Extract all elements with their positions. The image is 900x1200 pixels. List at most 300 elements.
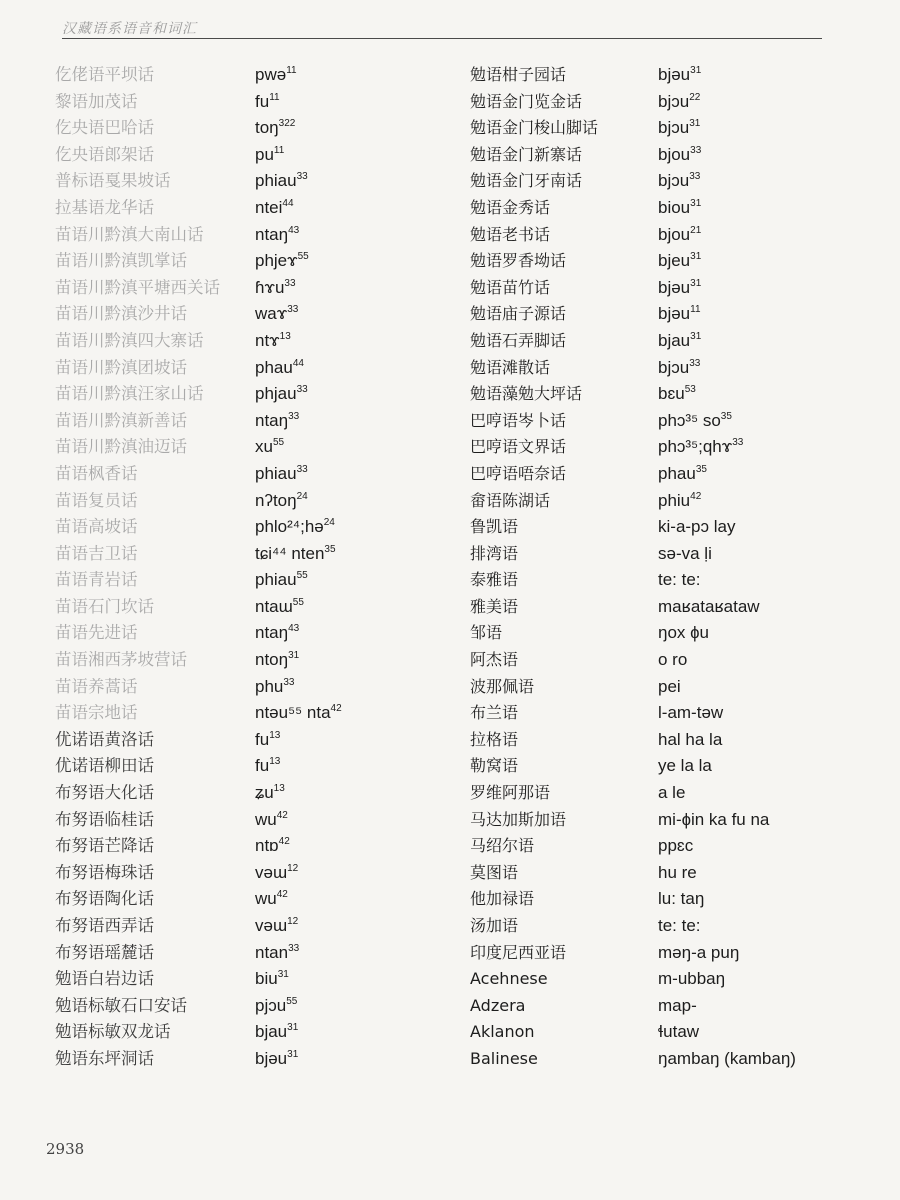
form-text: bjəu	[658, 65, 691, 84]
entry-row	[470, 1046, 870, 1073]
language-name: 苗语川黔滇团坡话	[55, 357, 187, 377]
entry-row	[55, 195, 455, 222]
entry-row	[470, 807, 870, 834]
entry-row	[470, 886, 870, 913]
form-text: ntɒ	[255, 836, 279, 856]
language-name: 布努语西弄话	[55, 916, 154, 935]
entry-row	[55, 727, 455, 754]
word-form	[255, 833, 290, 859]
form-text: ntoŋ	[255, 650, 289, 670]
entry-row	[470, 620, 870, 647]
language-name: 马达加斯加语	[470, 809, 567, 829]
language-name: 勉语东坪洞话	[55, 1048, 154, 1068]
entry-row	[55, 142, 455, 169]
tone-number: 42	[276, 809, 288, 821]
language-name: 布努语大化话	[55, 783, 154, 803]
entry-row	[470, 301, 870, 328]
entry-row	[55, 275, 455, 302]
tone-number: 13	[279, 330, 291, 342]
form-text: wu	[255, 809, 277, 829]
entry-row	[470, 89, 870, 116]
entry-row	[55, 541, 455, 568]
word-form	[255, 142, 284, 168]
form-text: map-	[658, 995, 697, 1015]
language-name: 勉语金门牙南话	[470, 171, 583, 191]
tone-number: 44	[292, 357, 304, 369]
word-form	[255, 807, 288, 833]
language-name: 苗语川黔滇沙井话	[55, 304, 187, 324]
entry-row	[470, 541, 870, 568]
form-text: phau	[658, 463, 696, 483]
form-text: ki-a-pɔ lay	[658, 517, 736, 537]
language-name: 汤加语	[470, 916, 519, 935]
form-text: l-am-təw	[658, 703, 724, 723]
entry-row	[470, 860, 870, 887]
right-column	[470, 62, 870, 1073]
word-form	[255, 408, 299, 434]
language-name: 布努语临桂话	[55, 809, 154, 829]
form-text: bjɔu	[658, 91, 690, 111]
entry-row	[470, 674, 870, 701]
form-text: ŋambaŋ (kambaŋ)	[658, 1048, 796, 1068]
tone-number: 21	[690, 224, 702, 236]
tone-number: 322	[278, 118, 296, 130]
tone-number: 31	[690, 330, 702, 342]
word-form	[658, 275, 701, 301]
word-form	[255, 115, 295, 141]
word-form	[255, 913, 298, 939]
entry-row	[55, 248, 455, 275]
language-name: 苗语先进话	[55, 623, 138, 643]
language-name: 苗语吉卫话	[55, 543, 138, 563]
entry-row	[55, 647, 455, 674]
word-form	[658, 886, 704, 912]
form-text: sə-va ḷi	[658, 543, 712, 563]
language-name: 勉语标敏双龙话	[55, 1022, 171, 1042]
language-name: 普标语戛果坡话	[55, 171, 171, 191]
entry-row	[55, 461, 455, 488]
word-form	[658, 674, 681, 700]
word-form	[658, 594, 760, 620]
tone-number: 33	[287, 304, 299, 316]
language-name: 勉语老书话	[470, 224, 551, 244]
entry-row	[55, 966, 455, 993]
form-text: bjau	[255, 1022, 288, 1042]
form-text: pjɔu	[255, 995, 287, 1015]
language-name: 勉语金门梭山脚话	[470, 118, 599, 138]
entry-row	[55, 1019, 455, 1046]
tone-number: 33	[288, 410, 300, 422]
form-text: wu	[255, 889, 277, 909]
form-text: phau	[255, 357, 293, 377]
form-text: ye la la	[658, 756, 712, 776]
language-name: 苗语养蒿话	[55, 676, 138, 696]
entry-row	[55, 674, 455, 701]
word-form	[658, 142, 701, 168]
entry-row	[470, 275, 870, 302]
entry-row	[55, 355, 455, 382]
word-form	[255, 940, 299, 966]
word-form	[658, 647, 687, 673]
form-text: m-ubbaŋ	[658, 969, 726, 989]
tone-number: 31	[689, 118, 701, 130]
word-form	[658, 514, 735, 540]
language-name: 罗维阿那语	[470, 783, 551, 803]
language-name: 苗语川黔滇汪家山话	[55, 384, 204, 404]
tone-number: 24	[323, 517, 335, 529]
language-name: 布努语陶化话	[55, 889, 154, 909]
entry-row	[55, 700, 455, 727]
tone-number: 13	[273, 783, 285, 795]
language-name: 苗语枫香话	[55, 463, 138, 483]
word-form	[255, 541, 336, 567]
language-name: 雅美语	[470, 596, 519, 616]
form-text: phiu	[658, 490, 691, 510]
tone-number: 31	[690, 65, 702, 76]
word-form	[255, 461, 308, 487]
language-name: 苗语湘西茅坡营话	[55, 650, 187, 670]
entry-row	[470, 594, 870, 621]
language-name: 勉语标敏石口安话	[55, 995, 187, 1015]
word-form	[658, 1046, 796, 1072]
language-name: 勉语金秀话	[470, 197, 551, 217]
word-form	[255, 727, 280, 753]
language-name: 勉语金门览金话	[470, 91, 583, 111]
word-form	[658, 301, 701, 327]
form-text: phiau	[255, 171, 297, 191]
language-name: 苗语川黔滇油迈话	[55, 437, 187, 457]
form-text: vəɯ	[255, 916, 288, 935]
tone-number: 31	[690, 197, 702, 209]
tone-number: 33	[689, 171, 701, 183]
language-name: 他加禄语	[470, 889, 535, 909]
tone-number: 11	[273, 144, 285, 156]
word-form	[658, 434, 743, 460]
form-text: hal ha la	[658, 729, 723, 749]
form-text: ŋox ɸu	[658, 623, 709, 643]
entry-row	[470, 408, 870, 435]
form-text: ntaŋ	[255, 410, 289, 430]
entry-row	[55, 940, 455, 967]
language-name: 布努语梅珠话	[55, 862, 154, 882]
tone-number: 33	[732, 437, 744, 449]
tone-number: 22	[689, 91, 701, 103]
language-name: 鲁凯语	[470, 517, 519, 537]
tone-number: 42	[690, 490, 702, 502]
word-form	[255, 1046, 298, 1072]
form-text: məŋ-a puŋ	[658, 942, 740, 962]
word-form	[658, 328, 701, 354]
entry-row	[55, 488, 455, 515]
tone-number: 13	[269, 729, 281, 741]
language-name: 仡佬语平坝话	[55, 65, 154, 84]
word-form	[658, 62, 701, 88]
tone-number: 33	[296, 463, 308, 475]
entry-row	[470, 434, 870, 461]
tone-number: 33	[288, 942, 300, 954]
tone-number: 31	[690, 277, 702, 289]
tone-number: 31	[277, 969, 289, 981]
tone-number: 55	[272, 437, 285, 449]
tone-number: 55	[292, 596, 304, 608]
form-text: ɬutaw	[658, 1022, 700, 1042]
entry-row	[470, 355, 870, 382]
entry-row	[55, 833, 455, 860]
language-name: 勉语柑子园话	[470, 65, 567, 84]
form-text: ntan	[255, 942, 289, 962]
language-name: 苗语川黔滇四大寨话	[55, 330, 204, 350]
tone-number: 42	[278, 836, 290, 848]
running-header: 汉藏语系语音和词汇	[62, 21, 197, 37]
tone-number: 31	[288, 650, 300, 662]
form-text: ntaŋ	[255, 623, 289, 643]
entry-row	[470, 567, 870, 594]
language-name: 勉语石弄脚话	[470, 330, 567, 350]
entry-row	[470, 700, 870, 727]
language-name: 勉语庙子源话	[470, 304, 567, 324]
form-text: ntaŋ	[255, 224, 289, 244]
language-name: 拉格语	[470, 729, 519, 749]
word-form	[255, 674, 295, 700]
language-name: 苗语复员话	[55, 490, 138, 510]
form-text: bjou	[658, 224, 691, 244]
word-form	[658, 1019, 699, 1045]
language-name: 勉语苗竹话	[470, 277, 551, 297]
tone-number: 35	[324, 543, 336, 555]
form-text: te: te:	[658, 916, 701, 935]
language-name: 苗语川黔滇平塘西关话	[55, 277, 220, 297]
language-name: 勉语金门新寨话	[470, 144, 583, 164]
form-text: bjəu	[658, 277, 691, 297]
language-name: 优诺语黄洛话	[55, 729, 154, 749]
entry-row	[55, 993, 455, 1020]
word-form	[255, 700, 342, 726]
word-form	[658, 488, 701, 514]
tone-number: 33	[690, 144, 702, 156]
form-text: te: te:	[658, 570, 701, 590]
word-form	[255, 1019, 298, 1045]
language-name: 苗语石门坎话	[55, 596, 154, 616]
language-name: 勒窝语	[470, 756, 519, 776]
word-form	[658, 355, 700, 381]
word-form	[658, 115, 700, 141]
entry-row	[55, 753, 455, 780]
word-form	[255, 647, 299, 673]
form-text: ppɛc	[658, 836, 694, 856]
form-text: bjeu	[658, 251, 691, 271]
form-text: phjau	[255, 384, 297, 404]
language-name: 阿杰语	[470, 650, 519, 670]
language-name: Aklanon	[470, 1022, 535, 1042]
entry-row	[470, 461, 870, 488]
language-name: 优诺语柳田话	[55, 756, 154, 776]
form-text: phiau	[255, 570, 297, 590]
word-form	[658, 833, 693, 859]
language-name: 拉基语龙华话	[55, 197, 154, 217]
form-text: nʔtoŋ	[255, 490, 297, 510]
tone-number: 43	[288, 224, 300, 236]
tone-number: 35	[695, 463, 707, 475]
entry-row	[55, 1046, 455, 1073]
entry-row	[470, 488, 870, 515]
entry-row	[470, 328, 870, 355]
form-text: xu	[255, 437, 273, 457]
word-form	[255, 860, 298, 886]
tone-number: 33	[689, 357, 701, 369]
entry-row	[55, 115, 455, 142]
entry-row	[55, 514, 455, 541]
language-name: 畲语陈湖话	[470, 490, 551, 510]
language-name: 勉语滩散话	[470, 357, 551, 377]
form-text: bɛu	[658, 384, 685, 404]
language-name: Balinese	[470, 1048, 538, 1068]
form-text: o ro	[658, 650, 688, 670]
entry-row	[470, 753, 870, 780]
word-form	[658, 860, 697, 886]
language-name: 莫图语	[470, 862, 519, 882]
entry-row	[470, 780, 870, 807]
form-text: biu	[255, 969, 278, 989]
entry-row	[55, 62, 455, 89]
word-form	[255, 381, 308, 407]
entry-row	[470, 647, 870, 674]
word-form	[255, 966, 289, 992]
language-name: 苗语青岩话	[55, 570, 138, 590]
language-name: 布努语芒降话	[55, 836, 154, 856]
word-form	[658, 727, 722, 753]
form-text: phlo²⁴;hə	[255, 517, 324, 537]
language-name: 巴哼语文界话	[470, 437, 567, 457]
entry-row	[470, 62, 870, 89]
form-text: maʁataʁataw	[658, 596, 760, 616]
word-form	[255, 886, 288, 912]
entry-row	[470, 248, 870, 275]
tone-number: 11	[269, 91, 280, 103]
entry-row	[55, 301, 455, 328]
tone-number: 12	[287, 862, 299, 874]
language-name: 马绍尔语	[470, 836, 535, 856]
entry-row	[470, 142, 870, 169]
word-form	[658, 89, 700, 115]
language-name: 排湾语	[470, 543, 519, 563]
word-form	[255, 195, 294, 221]
page-number: 2938	[46, 1140, 85, 1158]
form-text: bjou	[658, 144, 691, 164]
header-rule	[62, 38, 822, 39]
entry-row	[55, 807, 455, 834]
word-form	[658, 913, 701, 939]
tone-number: 24	[296, 490, 308, 502]
entry-row	[55, 594, 455, 621]
entry-row	[55, 620, 455, 647]
form-text: ntəu⁵⁵ nta	[255, 703, 331, 723]
form-text: ʑu	[255, 783, 274, 803]
word-form	[255, 222, 299, 248]
tone-number: 31	[287, 1022, 299, 1034]
entry-row	[55, 567, 455, 594]
tone-number: 33	[284, 277, 296, 289]
entry-row	[55, 860, 455, 887]
language-name: 布努语瑶麓话	[55, 942, 154, 962]
tone-number: 53	[684, 384, 696, 396]
word-form	[658, 541, 712, 567]
word-form	[255, 514, 335, 540]
form-text: vəɯ	[255, 862, 288, 882]
language-name: Acehnese	[470, 969, 548, 989]
form-text: ntei	[255, 197, 283, 217]
word-form	[255, 434, 284, 460]
word-form	[658, 807, 769, 833]
language-name: 泰雅语	[470, 570, 519, 590]
word-form	[658, 940, 739, 966]
form-text: tɕi⁴⁴ nten	[255, 543, 325, 563]
word-form	[255, 355, 304, 381]
entry-row	[470, 1019, 870, 1046]
language-name: 苗语川黔滇新善话	[55, 410, 187, 430]
language-name: 黎语加茂话	[55, 91, 138, 111]
form-text: fu	[255, 756, 270, 776]
entry-row	[470, 514, 870, 541]
language-name: 苗语宗地话	[55, 703, 138, 723]
form-text: pwə	[255, 65, 287, 84]
word-form	[658, 222, 701, 248]
form-text: hu re	[658, 862, 697, 882]
form-text: bjəu	[255, 1048, 288, 1068]
entry-row	[470, 115, 870, 142]
entry-row	[55, 89, 455, 116]
word-form	[658, 993, 697, 1019]
word-form	[255, 248, 309, 274]
entry-row	[470, 913, 870, 940]
word-form	[255, 168, 308, 194]
word-form	[255, 993, 297, 1019]
form-text: phɔ³⁵;qhɤ	[658, 437, 733, 457]
tone-number: 43	[288, 623, 300, 635]
form-text: bjɔu	[658, 171, 690, 191]
tone-number: 42	[276, 889, 288, 901]
entry-row	[55, 381, 455, 408]
form-text: fu	[255, 91, 270, 111]
word-form	[658, 753, 712, 779]
form-text: ntaɯ	[255, 596, 293, 616]
entry-row	[470, 381, 870, 408]
tone-number: 55	[297, 251, 309, 263]
language-name: 勉语白岩边话	[55, 969, 154, 989]
tone-number: 44	[282, 197, 294, 209]
word-form	[658, 381, 696, 407]
tone-number: 35	[720, 410, 732, 422]
form-text: bjəu	[658, 304, 691, 324]
word-form	[658, 195, 701, 221]
word-form	[658, 567, 701, 593]
language-name: Adzera	[470, 995, 526, 1015]
word-form	[255, 753, 280, 779]
word-form	[658, 780, 685, 806]
form-text: lu: taŋ	[658, 889, 705, 909]
form-text: bjau	[658, 330, 691, 350]
word-form	[255, 780, 285, 806]
language-name: 勉语罗香坳话	[470, 251, 567, 271]
form-text: phiau	[255, 463, 297, 483]
tone-number: 11	[690, 304, 701, 316]
form-text: phjeɤ	[255, 251, 298, 271]
tone-number: 55	[296, 570, 308, 582]
form-text: pu	[255, 144, 274, 164]
form-text: pei	[658, 676, 681, 696]
word-form	[658, 408, 732, 434]
entry-row	[55, 168, 455, 195]
language-name: 巴哼语岑卜话	[470, 410, 567, 430]
